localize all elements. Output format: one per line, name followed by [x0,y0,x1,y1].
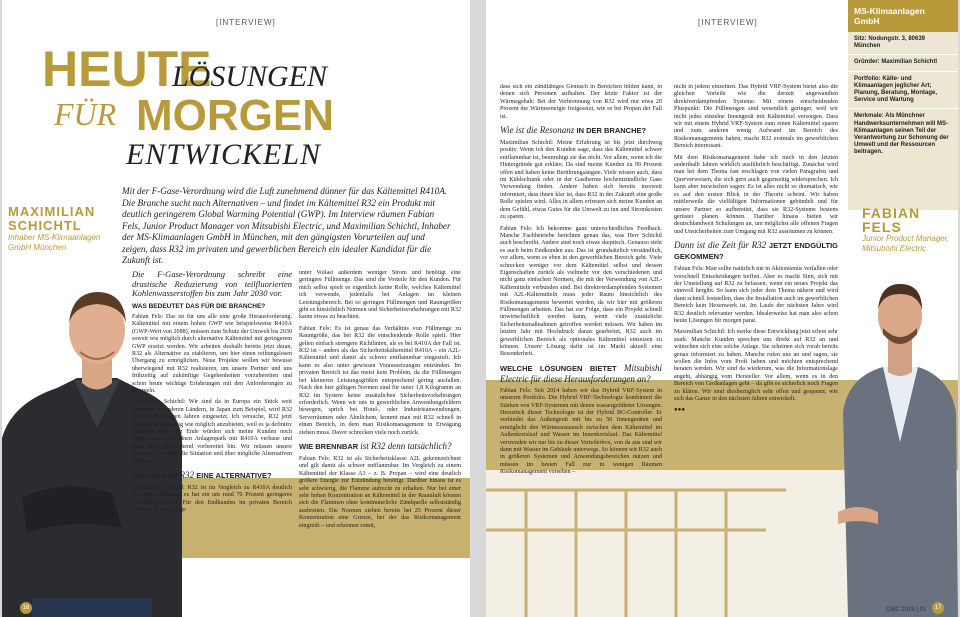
question-italic: Mitsubishi Electric für diese Herausforderungen an? [500,362,662,384]
person-name-last: FELS [862,219,902,235]
right-page [486,0,958,617]
paragraph: Mit dem Risikomanagement habe ich mich in den letzten anderthalb Jahren wirklich ausführlich beschäftigt. Zunächst wird man bei dem Thema fast erschlagen von vielen Paragrafen und Querverweisen, die sich gern auch gegenseitig widersprechen. Ich kann aber inzwischen sagen: Es ist alles nicht so dramatisch, wie es auf den ersten Blick in der Theorie scheint. Wir haben mittlerweile die vielfältigen Informationen gebündelt und für unsere Partner so aufbereitet, dass sie R32-Systeme bestens gerüstet planen können. Darüber hinaus bieten wir deutschlandweit Schulungen an, um möglichst alle offenen Fragen und Unsicherheiten zum Umgang mit R32 ausräumen zu können. [674,154,838,235]
left-page [2,0,470,617]
headline-fuer: FÜR [54,96,117,132]
paragraph: Fabian Fels: Es ist genau das Verhältnis von Füllmenge zu Raumgröße, das bei R32 die entscheidende Rolle spielt. Hier gelten einfach strengere Richtlinien, als es bei R410A der Fall ist. R32 ist – anders als das Sicherheitskältemittel R410A – ein A2L-Kältemittel und damit als schwer entflammbar eingestuft. Ich kann es also unter gewissen Voraussetzungen entzünden. Im privaten Bereich ist das meist kein Problem, da die Füllmengen bei kleineren Leistungsgrößen entsprechend gering ausfallen. Nach den hier gültigen Normen sind für unter 1,8 Kilogramm an R32 im System keine zusätzlichen Sicherheitsvorkehrungen erforderlich. Wenn wir uns in gewerblichen Anwendungsfeldern bewegen, sprich bei Hotel-, oder Industrieanwendungen, Serverräumen oder Ähnlichem, kommt man mit R32 schnell in einen Bereich, in dem man Risikomanagement in Erwägung ziehen muss. Davor schrecken viele noch zurück. [299,325,461,436]
infobox-title: MS-Klimaanlagen GmbH [848,0,958,32]
infobox-founder: Gründer: Maximilian Schichtl [848,55,958,71]
question-heading [500,363,662,384]
portrait-fels [838,262,958,617]
page-number: 17 [932,602,944,614]
page-number: 16 [20,602,32,614]
section-tag: [INTERVIEW] [698,18,758,27]
paragraph: Fabian Fels: Ich bekomme ganz unterschiedliches Feedback. Manche Fachbetriebe berichten genau das, was Herr Schichtl auch beschreibt. Andere sind noch etwas skeptisch. Genauso steht es auch beim Endkunden aus. Das ist grundsätzlich verständlich, vor allem, wenn es eben in den gewerblichen Bereich geht. Viele schrecken weniger vor dem Kältemittel selbst und dessen Eigenschaften zurück als vielmehr vor den verschiedenen und nicht ganz einfachen Normen, die mit der Verwendung von A2L-Kältemitteln verbunden sind. Bei direktverdampfenden Systemen mit A2L-Kältemitteln muss jeder Raum hinsichtlich des Risikomanagements bewertet werden, da wir hier mit größeren Füllmengen arbeiten. Das hat zur Folge, dass ein Projekt schnell unwirtschaftlich werden kann, wenn viele zusätzliche Sicherheitsmaßnahmen getroffen werden müssen. Wir haben im letzten Jahr mit Hochdruck daran gearbeitet, R32 auch im gewerblichen Bereich als optionales Kältemittel einsetzen zu können. Unsere Lösung dafür ist im Markt aktuell eine Besonderheit. [500,225,662,358]
headline-entwickeln: ENTWICKELN [126,138,322,171]
infobox-portfolio: Portfolio: Kälte- und Klimaanlagen jeglicher Art; Planung, Beratung, Montage, Service und Wartung [848,72,958,110]
headline-morgen: MORGEN [136,91,334,140]
question-italic: Wie ist die Resonanz [500,125,577,136]
paragraph: dass sich ein zündfähiges Gemisch in Bereichen bilden kann, in denen sich Personen aufhalten. Der letzte Faktor ist der Wärmegehalt: Bei der Verbrennung von R32 wird nur etwa 20 Prozent der Wärmeenergie freigesetzt, wie es bei Propan der Fall ist. [500,84,662,120]
paragraph: Maximilian Schichtl: R32 ist im Vergleich zu R410A deutlich umweltfreundlicher, es hat ein um rund 70 Prozent geringeres Treibhauspotential. Für den Endkunden im privaten Bereich verbraucht die Anlage [132,485,292,514]
column-left-2 [299,270,461,575]
person-name-first: FABIAN [862,205,921,221]
headline-heute: HEUTE [42,41,212,97]
infobox-features: Merkmale: Als Münchner Handwerksunternehmen will MS-Klimaanlagen seinen Teil der Verantwortung zur Schonung der Umwelt und der Ressourcen beitragen. [854,113,949,156]
question-bold: WIE BRENNBAR [299,441,361,451]
question-bold: IN DER BRANCHE? [576,126,647,136]
company-infobox [848,0,958,210]
section-tag: [INTERVIEW] [216,18,276,27]
person-name-first: MAXIMILIAN [8,204,96,219]
paragraph: Fabian Fels: Seit 2014 haben wir das Hybrid VRF-System in unserem Portfolio. Die Hybrid VRF-Technologie kombiniert die Stärken von VRF-Systemen mit denen wassergeführter Lösungen. Herzstück dieser Technologie ist der Hybrid BC-Controller. Er verbindet das Außengerät mit bis zu 50 Innengeräten und ermöglicht den Wärmeaustausch zwischen dem Kältemittel im Außenkreislauf und Wasser im Innenkreislauf. Das Kältemittel verwenden wir nur bis zu dieser Verteilerbox, von da aus sind wir dann mit Wasser im Gebäude unterwegs. So können wir R32 auch in größeren Systemen und Anwendungsbereichen nutzen und müssen im besten Fall nur in wenigen Räumen Risikomanagement vorsehen – [500,387,662,476]
intro-text: Mit der F-Gase-Verordnung wird die Luft zunehmend dünner für das Kältemittel R410A. Die Branche sucht nach Alternativen – und findet im Kältemittel R32 ein Produkt mit deutlich geringerem Global Warming Potential (GWP). Im Interview räumen Fabian Fels, Junior Product Manager von Mitsubishi Electric, und Maximilian Schichtl, Inhaber der MS-Klimaanlagen GmbH in München, mit den gängigsten Vorurteilen auf und zeigen, dass R32 im privaten und gewerblichen Bereich ein idealer Kandidat für die Zukunft ist. [122,186,451,265]
question-italic: ist R32 denn tatsächlich? [360,440,452,451]
question-bold: WELCHE LÖSUNGEN BIETET [500,363,624,373]
question-heading [674,240,838,262]
paragraph: Maximilian Schichtl: Ich merke diese Entwicklung jetzt schon sehr stark. Manche Kunden sprechen uns direkt auf R32 an und wünschen sich eine solche Anlage. Sie scheinen sich vorab bereits genau informiert zu haben. Manche rufen uns an und sagen, sie wollen die Infos vom Profi haben und möchten entsprechend beraten werden. Wir sind da wiederum, was die Informationslage angeht, abhängig vom Hersteller. Vor allem, wenn es in den Bereich von Großanlagen geht – da gibt es sicherlich noch Fragen zu klären. Wir sind diesbezüglich sehr offen und gespannt, wie sich das Ganze in den nächsten Jahren entwickelt. [674,329,838,403]
footer: CMC 2019 | 01 [36,607,77,613]
paragraph: Fabian Fels: R32 ist als Sicherheitsklasse A2L gekennzeichnet und gilt damit als schwer entflammbar. Im Vergleich zu einem Kältemittel der Klasse A3 – z. B. Propan – wird eine deutlich größere Energie zur Entzündung benötigt. Darüber hinaus ist es sehr schwierig, die Flamme aufrecht zu erhalten. Nur bei einer sehr hohen Konzentration an Kältemittel in der Raumluft können sich die Flammen ohne kontinuierliche Zündquelle selbstständig ausbreiten. Die Normen ziehen bereits bei 25 Prozent dieser Konzentration eine Grenze, bei der das Risikomanagement eingreift – und erkennen somit, [299,455,461,529]
person-role: Inhaber MS-Klimaanlagen GmbH München [8,233,101,252]
person-label-fels [862,206,952,254]
headline-loesungen: LÖSUNGEN [172,60,328,93]
question-bold: JETZT ENDGÜLTIG GEKOMMEN? [674,241,838,262]
paragraph: Maximilian Schichtl: Wir sind da in Europa ein Stück weit hinterher. In anderen Ländern, in Japan zum Beispiel, wird R32 bereits seit einigen Jahren eingesetzt. Ich versuche, R32 jetzt schon so großflächig wie möglich anzubieten, weil es ja definitiv kommen wird. Am Ende würden sich meine Kunden noch ärgern, wenn ich einen Anlagenpark mit R410A verbaue und dann nicht ausreichend vorbereitet bin. Wir müssen unsere Kunden offen über die Situation und über mögliche Alternativen aufklären. [132,399,292,465]
question-heading: WAS BEDEUTET DAS FÜR DIE BRANCHE? [132,302,266,310]
question-italic: Dann ist die Zeit für R32 [674,240,769,251]
column-right-2 [674,84,838,494]
person-role: Junior Product Manager, Mitsubishi Electric [862,234,950,253]
column-right-1 [500,84,662,530]
question-heading [132,470,292,481]
question-heading [299,441,461,452]
question-italic: Inwiefern ist R32 [132,470,197,481]
infobox-address: Sitz: Nodungstr. 3, 80639 München [848,32,958,55]
question-heading [500,125,662,136]
person-name-last: SCHICHTL [8,218,82,233]
column-left-1 [132,270,292,570]
end-mark: ●●● [674,407,686,414]
lead-question: Die F-Gase-Verordnung schreibt eine drastische Reduzierung von teilfluorierten Kohlenwasserstoffen bis zum Jahr 2030 vor. [132,270,292,298]
paragraph: Fabian Fels: Man sollte natürlich nie in Aktionismus verfallen oder vorschnell Entscheidungen treffen. Aber es macht Sinn, sich mit der Umstellung auf R32 zu befassen, wenn ein neues Projekt das sinnvoll hergibt. So kann sich jeder dem Thema nähern und wird dann schnell feststellen, dass die Installation auch im gewerblichen Bereich kein Hexenwerk ist. Im Laufe der nächsten Jahre wird R32 deutlich relevanter werden. Idealerweise hat man also schon heute Lösungen für morgen parat. [674,266,838,324]
footer: CMC 2019 | 01 [886,607,927,613]
paragraph: unter Vollast außerdem weniger Strom und benötigt eine geringere Füllmenge. Das sind die Vorteile für den Kunden. Für mich selbst spielt es eigentlich keine Rolle, welches Kältemittel ich verwende, jedenfalls bei Anlagen im kleinen Leistungsbereich. Bei so geringen Füllmengen und Raumgrößen gibt es hinsichtlich Normen und Sicherheitsvorkehrungen mit R32 kaum etwas zu beachten. [299,270,461,321]
paragraph: Maximilian Schichtl: Meine Erfahrung ist bis jetzt durchweg positiv. Wenn ich den Kunden sage, dass das Kältemittel schwer entflammbar ist, beunruhigt sie das nicht. Vor allem, wenn ich die Hintergründe gut erkläre. Da sind meine Kunden zu 99 Prozent offen und haben keine Berührungsängste. Viele wissen auch, dass im Kühlschrank oder in der Gastherme hochentzündliche Gase Verwendung finden. Andere haben sich bereits insoweit informiert, dass ihnen klar ist, dass R32 in der Zukunft eine große Rolle spielen wird. Alles in allem erfreuen sich meine Kunden an dem Gefühl, etwas Gutes für die Umwelt zu tun und Stromkosten zu sparen. [500,140,662,221]
paragraph: Fabian Fels: Das ist für uns alle eine große Herausforderung. Kältemittel mit einem hohen GWP wie beispielsweise R410A (GWP-Wert von 2088), müssen zum Schutz der Umwelt bis 2030 soweit wie möglich durch alternative Kältemittel mit geringerem GWP ersetzt werden. Wir arbeiten deshalb bereits jetzt daran, R32 als Alternative zu etablieren, um hier einen reibungslosen Übergang zu ermöglichen. Neue Projekte wollen wir bewusst überwiegend mit R32 realisieren, um unsere Partner und uns frühzeitig auf zukünftige Gegebenheiten vorzubereiten und schon heute wichtige Erfahrungen mit den Anforderungen zu sammeln. [132,313,292,394]
question-bold: EINE ALTERNATIVE? [196,471,272,481]
paragraph: nicht in jedem einzelnen. Das Hybrid VRF-System bietet also die gleichen Vorteile wie die derzeit angewandten direktverdampfenden Systeme. Mit einem entscheidenden Pluspunkt: Die Füllmengen sind wesentlich geringer, weil wir nicht jedes einzelne Innengerät mit Kältemittel versorgen. Dass wir mit einem Hybrid VRF-System zum einen Kältemittel sparen und zum anderen wenig Aufwand im Bereich des Risikomanagements haben, macht R32 erstmals im gewerblichen Bereich interessant. [674,84,838,150]
person-label-schichtl [8,205,118,253]
